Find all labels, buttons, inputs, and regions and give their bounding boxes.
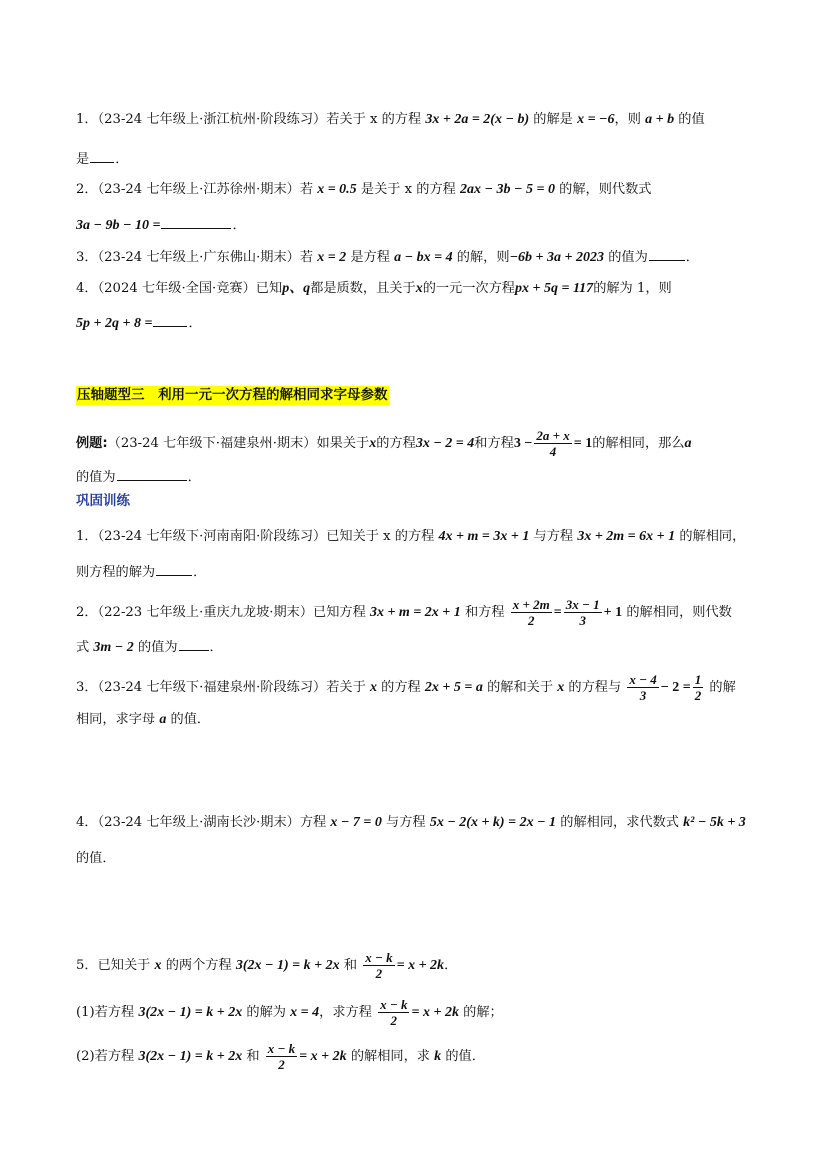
practice-3-line-2: 相同，求字母 a 的值． [76, 712, 211, 727]
solution: x = −6 [577, 112, 615, 127]
equation: 5x − 2(x + k) = 2x − 1 [429, 815, 557, 830]
practice-3-line-1: 3．（23-24 七年级下·福建泉州·阶段练习）若关于 x 的方程 2x + 5 = a 的解和关于 x 的方程与 $\frac{x - 4}{3}$ − 2 = $\frac{1}{2}$ 的解 [76, 672, 736, 703]
practice-title: 巩固训练 [76, 493, 130, 509]
practice-5-line-1: 5．已知关于 x 的两个方程 3(2x − 1) = k + 2x 和 $\frac{x - k}{2}$ = x + 2k． [76, 950, 458, 981]
question-4-line-2: 5p + 2q + 8 = ． [76, 312, 202, 334]
variable-x: x [415, 281, 423, 296]
equation: 3x + 2m = 6x + 1 [577, 529, 676, 544]
fraction: $\frac{1}{2}$ [694, 672, 702, 703]
expression: 3m − 2 [93, 640, 134, 655]
practice-5-part-2: (2)若方程 3(2x − 1) = k + 2x 和 $\frac{x - k}{2}$ = x + 2k 的解相同，求 k 的值． [76, 1041, 485, 1072]
answer-blank[interactable] [90, 148, 114, 163]
expression: k² − 5k + 3 [683, 815, 746, 830]
practice-2-line-1: 2．（22-23 七年级上·重庆九龙坡·期末）已知方程 3x + m = 2x + 1 和方程 $\frac{x + 2m}{2}$ = $\frac{3x - 1}{3}$ + 1 的解相同，则代数 [76, 597, 732, 628]
equation: 3x + 2a = 2(x − b) [425, 112, 530, 127]
equation: 2ax − 3b − 5 = 0 [460, 182, 555, 197]
solution: x = 2 [317, 250, 347, 265]
question-2-line-1: 2．（23-24 七年级上·江苏徐州·期末）若 x = 0.5 是关于 x 的方程 2ax − 3b − 5 = 0 的解，则代数式 [76, 182, 652, 197]
variables-p-q: p、q [282, 281, 311, 296]
section-title: 压轴题型三 利用一元一次方程的解相同求字母参数 [77, 387, 388, 403]
equation: 3(2x − 1) = k + 2x [235, 958, 340, 973]
example-line-1: 例题:（23-24 七年级下·福建泉州·期末）如果关于x的方程3x − 2 = 4和方程3 − $\frac{2a + x}{4}$ = 1的解相同，那么a [76, 428, 692, 459]
expression: 5p + 2q + 8 = [76, 316, 153, 331]
equation: 4x + m = 3x + 1 [438, 529, 530, 544]
fraction: $\frac{x + 2m}{2}$ [512, 597, 550, 628]
equation: a − bx = 4 [394, 250, 453, 265]
equation: 3x + m = 2x + 1 [369, 605, 461, 620]
solution: x = 0.5 [317, 182, 357, 197]
fraction: $\frac{x - k}{2}$ [365, 950, 393, 981]
practice-4-line-1: 4．（23-24 七年级上·湖南长沙·期末）方程 x − 7 = 0 与方程 5x − 2(x + k) = 2x − 1 的解相同，求代数式 k² − 5k + 3 [76, 815, 746, 830]
answer-blank[interactable] [117, 466, 187, 481]
fraction: $\frac{x - 4}{3}$ [629, 672, 657, 703]
equation: 2x + 5 = a [424, 680, 483, 695]
question-2-line-2: 3a − 9b − 10 = ． [76, 214, 246, 236]
practice-4-line-2: 的值． [76, 851, 116, 866]
answer-blank[interactable] [153, 312, 187, 327]
question-3-line-1: 3．（23-24 七年级上·广东佛山·期末）若 x = 2 是方程 a − bx = 4 的解，则−6b + 3a + 2023 的值为 ． [76, 246, 699, 268]
answer-blank[interactable] [649, 246, 685, 261]
fraction: $\frac{2a + x}{4}$ [536, 428, 570, 459]
practice-2-line-2: 式 3m − 2 的值为 ． [76, 636, 223, 658]
fraction: $\frac{x - k}{2}$ [380, 997, 408, 1028]
answer-blank[interactable] [161, 214, 231, 229]
question-1-line-1: 1．（23-24 七年级上·浙江杭州·阶段练习）若关于 x 的方程 3x + 2a = 2(x − b) 的解是 x = −6，则 a + b 的值 [76, 112, 705, 127]
question-4-line-1: 4．（2024 七年级·全国·竞赛）已知p、q都是质数，且关于x的一元一次方程px + 5q = 117的解为 1，则 [76, 281, 672, 296]
equation: 3x − 2 = 4 [415, 436, 475, 451]
expression: a + b [645, 112, 675, 127]
fraction: $\frac{x - k}{2}$ [267, 1041, 296, 1072]
example-line-2: 的值为 ． [76, 466, 201, 488]
answer-blank[interactable] [179, 636, 209, 651]
equation: px + 5q = 117 [515, 281, 594, 296]
practice-5-part-1: (1)若方程 3(2x − 1) = k + 2x 的解为 x = 4，求方程 $\frac{x - k}{2}$ = x + 2k 的解； [76, 997, 503, 1028]
answer-blank[interactable] [156, 561, 192, 576]
practice-1-line-2: 则方程的解为 ． [76, 561, 206, 583]
example-label: 例题: [76, 436, 108, 451]
fraction: $\frac{3x - 1}{3}$ [565, 597, 600, 628]
equation: x − 7 = 0 [330, 815, 382, 830]
practice-1-line-1: 1．（23-24 七年级下·河南南阳·阶段练习）已知关于 x 的方程 4x + m = 3x + 1 与方程 3x + 2m = 6x + 1 的解相同， [76, 529, 746, 544]
question-1-line-2: 是 ． [76, 148, 128, 170]
expression: 3a − 9b − 10 = [76, 218, 161, 233]
expression: −6b + 3a + 2023 [509, 250, 605, 265]
